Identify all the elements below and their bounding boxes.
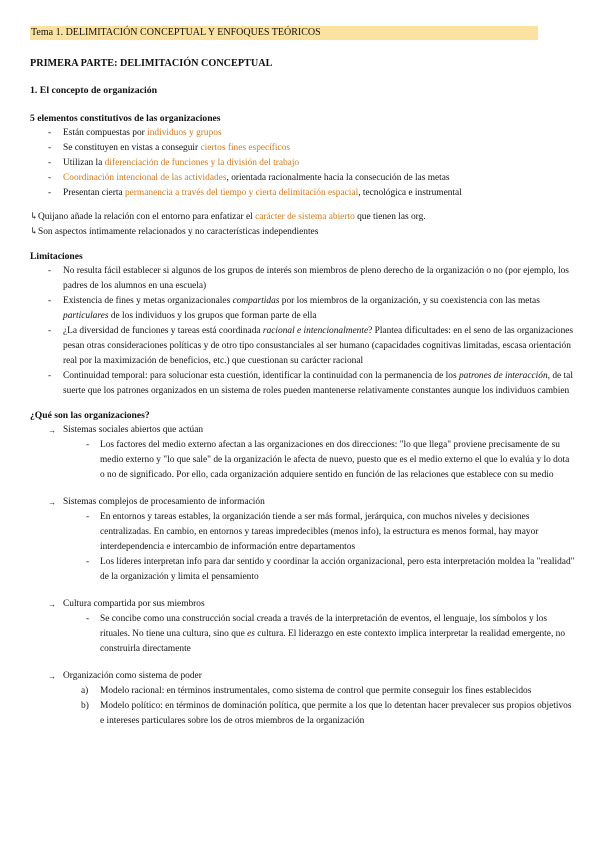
section-title: 1. El concepto de organización <box>30 85 158 96</box>
list-item: - Se constituyen en vistas a conseguir ciertos fines específicos <box>48 143 291 153</box>
elements-title: 5 elementos constitutivos de las organizaciones <box>30 113 221 124</box>
return-arrow-icon: ↳ <box>30 227 38 237</box>
list-item: - En entornos y tareas estables, la organización tiende a ser más formal, jerárquica, con muchos niveles y decisiones centralizadas. En cambio, en entornos y tareas impredecibles (menos info), la estructura es menos formal, hay mayor interdependencia e intercambio de información entre departamentos <box>86 512 539 552</box>
list-item: - Presentan cierta permanencia a través del tiempo y cierta delimitación espacial, tecnológica e instrumental <box>48 188 462 198</box>
complex-systems-sublist <box>30 510 575 585</box>
list-item: - Continuidad temporal: para solucionar esta cuestión, identificar la continuidad con la permanencia de los patrones de interacción, de tal suerte que los patrones organizados en un sistema de roles pueden mantenerse relativamente constantes aunque los individuos cambien <box>48 371 573 396</box>
list-item: b) Modelo político: en términos de dominación política, que permite a los que lo detentan hacer prevalecer sus propios objetivos e intereses particulares sobre los de otros miembros de la organización <box>81 701 572 726</box>
elements-list <box>30 126 575 201</box>
culture-sublist <box>30 612 575 657</box>
arrow-right-icon: → <box>48 426 56 435</box>
list-item: - ¿La diversidad de funciones y tareas está coordinada racional e intencionalmente? Plantea dificultades: en el seno de las organizaciones pesan otras consideraciones políticas y de otro tipo consustanciales al ser humano (capacidades cognitivas limitadas, escasa orientación real por la maximización de beneficios, etc.) que cuestionan su carácter racional <box>48 326 574 366</box>
list-item: - Se concibe como una construcción social creada a través de la interpretación de eventos, el lenguaje, los símbolos y los rituales. No tiene una cultura, sino que es cultura. El liderazgo en este contexto implica interpretar la realidad emergente, no construirla directamente <box>86 614 566 654</box>
open-systems-item: → Sistemas sociales abiertos que actúan <box>30 423 575 438</box>
what-are-title: ¿Qué son las organizaciones? <box>30 410 150 421</box>
list-item: - Los líderes interpretan info para dar sentido y coordinar la acción organizacional, pero esta interpretación moldea la "realidad" de la organización y limita el pensamiento <box>86 557 575 582</box>
power-item: → Organización como sistema de poder <box>30 669 575 684</box>
return-arrow-icon: ↳ <box>30 212 38 222</box>
list-item: - Los factores del medio externo afectan a las organizaciones en dos direcciones: "lo que llega" proviene precisamente de su medio externo y "lo que sale" de la organización le afecta de nuevo, puesto que es el medio externo el que lo evalúa y lo dota o no de significado. Por ello, cada organización adquiere sentido en función de las relaciones que establece con su medio <box>86 440 570 480</box>
list-item: - Utilizan la diferenciación de funciones y la división del trabajo <box>48 158 300 168</box>
note-line: ↳Quijano añade la relación con el entorno para enfatizar el carácter de sistema abierto que tienen las org. <box>30 210 575 225</box>
limitations-list <box>30 264 575 399</box>
topic-header: Tema 1. DELIMITACIÓN CONCEPTUAL Y ENFOQUES TEÓRICOS <box>30 26 538 40</box>
list-item: - Están compuestas por individuos y grupos <box>48 128 222 138</box>
power-sublist <box>30 684 575 729</box>
list-item: - Existencia de fines y metas organizacionales compartidas por los miembros de la organización, y su coexistencia con las metas particulares de los individuos y los grupos que forman parte de ella <box>48 296 540 321</box>
part-title: PRIMERA PARTE: DELIMITACIÓN CONCEPTUAL <box>30 58 273 69</box>
document-page <box>30 26 575 729</box>
list-item: a) Modelo racional: en términos instrumentales, como sistema de control que permite conseguir los fines establecidos <box>81 686 532 696</box>
list-item: - No resulta fácil establecer si algunos de los grupos de interés son miembros de pleno derecho de la organización o no (por ejemplo, los padres de los alumnos en una escuela) <box>48 266 569 291</box>
complex-systems-item: → Sistemas complejos de procesamiento de información <box>30 495 575 510</box>
culture-item: → Cultura compartida por sus miembros <box>30 597 575 612</box>
arrow-right-icon: → <box>48 498 56 507</box>
limitations-title: Limitaciones <box>30 251 83 262</box>
list-item: - Coordinación intencional de las actividades, orientada racionalmente hacia la consecución de las metas <box>48 173 450 183</box>
open-systems-sublist <box>30 438 575 483</box>
arrow-right-icon: → <box>48 672 56 681</box>
note-line: ↳Son aspectos íntimamente relacionados y no características independientes <box>30 225 575 240</box>
arrow-right-icon: → <box>48 600 56 609</box>
